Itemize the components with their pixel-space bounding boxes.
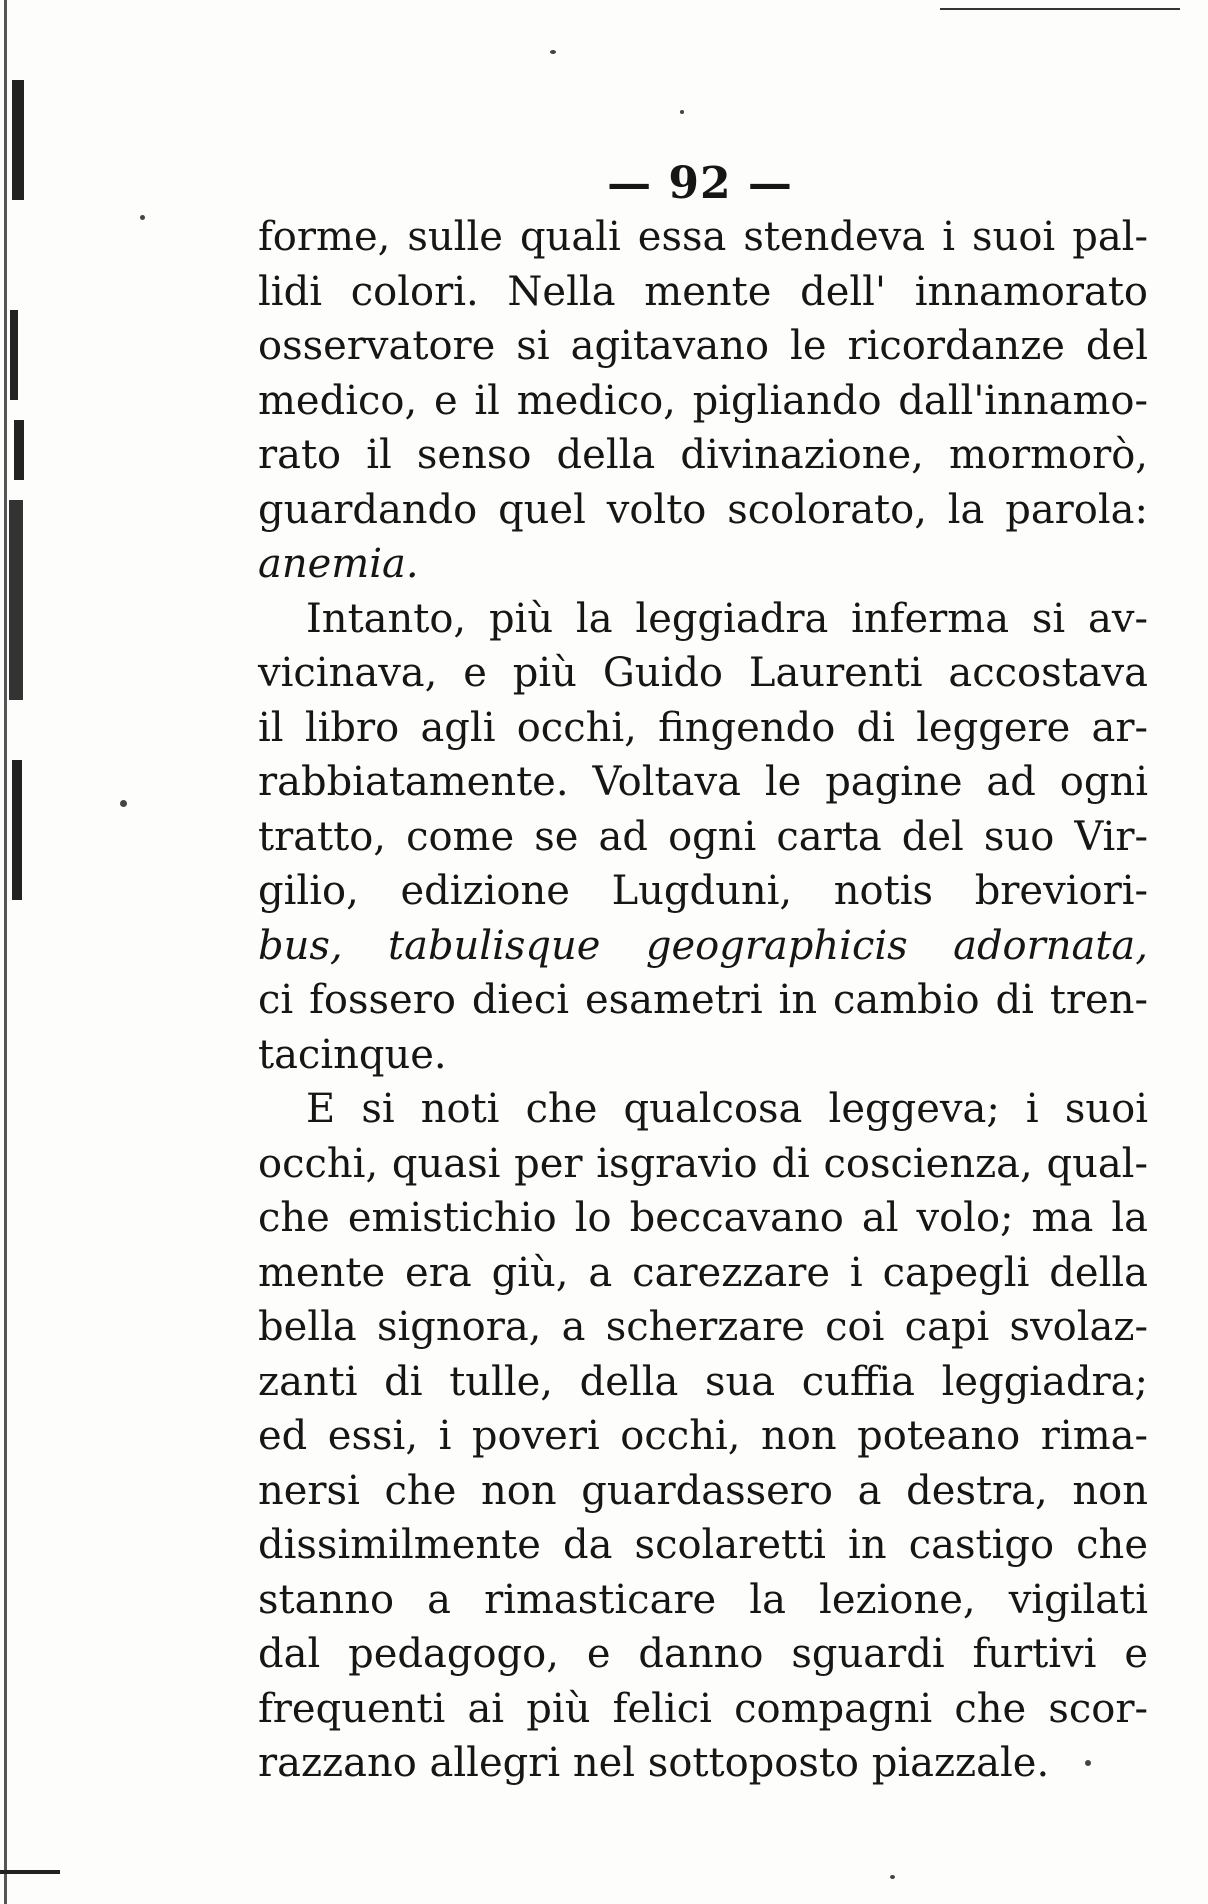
text-line: frequenti ai più felici compagni che scor- — [258, 1685, 1148, 1732]
text-line: dissimilmente da scolaretti in castigo che — [258, 1522, 1148, 1568]
scan-speck — [120, 800, 127, 807]
text-line: osservatore si agitavano le ricordanze del — [258, 323, 1148, 369]
text-line: gilio, edizione Lugduni, notis breviori- — [258, 868, 1148, 914]
text-line: bella signora, a scherzare coi capi svolaz- — [258, 1304, 1148, 1350]
scan-speck — [680, 110, 684, 114]
text-line: Intanto, più la leggiadra inferma si av- — [306, 595, 1148, 642]
text-line: E si noti che qualcosa leggeva; i suoi — [306, 1086, 1148, 1132]
scan-speck — [550, 50, 556, 54]
text-line: vicinava, e più Guido Laurenti accostava — [258, 650, 1148, 696]
text-line: mente era giù, a carezzare i capegli della — [258, 1249, 1148, 1296]
text-line: ci fossero dieci esametri in cambio di tren- — [258, 977, 1148, 1023]
text-line: rabbiatamente. Voltava le pagine ad ogni — [258, 759, 1148, 805]
scan-speck — [1085, 1760, 1091, 1766]
text-line: anemia. — [258, 541, 419, 587]
text-line: rato il senso della divinazione, mormorò, — [258, 432, 1148, 478]
page-number: — 92 — — [607, 158, 793, 209]
text-line: lidi colori. Nella mente dell' innamorato — [258, 268, 1148, 315]
text-line: medico, e il medico, pigliando dall'innamo- — [258, 377, 1148, 424]
text-line: bus, tabulisque geographicis adornata, — [258, 922, 1148, 969]
text-line: stanno a rimasticare la lezione, vigilati — [258, 1576, 1148, 1623]
text-line: guardando quel volto scolorato, la parola: — [258, 486, 1148, 533]
page-binding-edge — [0, 0, 40, 1904]
text-line: il libro agli occhi, fingendo di leggere ar- — [258, 704, 1148, 751]
body-text — [258, 210, 1148, 1791]
scan-speck — [890, 1875, 895, 1879]
text-line: zanti di tulle, della sua cuffia leggiadra; — [258, 1358, 1148, 1405]
scan-speck — [140, 215, 145, 220]
text-line: razzano allegri nel sottoposto piazzale. — [258, 1740, 1050, 1786]
text-line: tacinque. — [258, 1031, 447, 1078]
text-line: dal pedagogo, e danno sguardi furtivi e — [258, 1631, 1148, 1677]
text-line: nersi che non guardassero a destra, non — [258, 1467, 1148, 1514]
text-line: che emistichio lo beccavano al volo; ma la — [258, 1195, 1148, 1241]
text-line: occhi, quasi per isgravio di coscienza, qual- — [258, 1140, 1148, 1187]
top-edge-rule — [940, 0, 1180, 10]
text-line: tratto, come se ad ogni carta del suo Vir- — [258, 813, 1148, 860]
text-line: forme, sulle quali essa stendeva i suoi pal- — [258, 214, 1148, 260]
text-line: ed essi, i poveri occhi, non poteano rima- — [258, 1413, 1148, 1459]
